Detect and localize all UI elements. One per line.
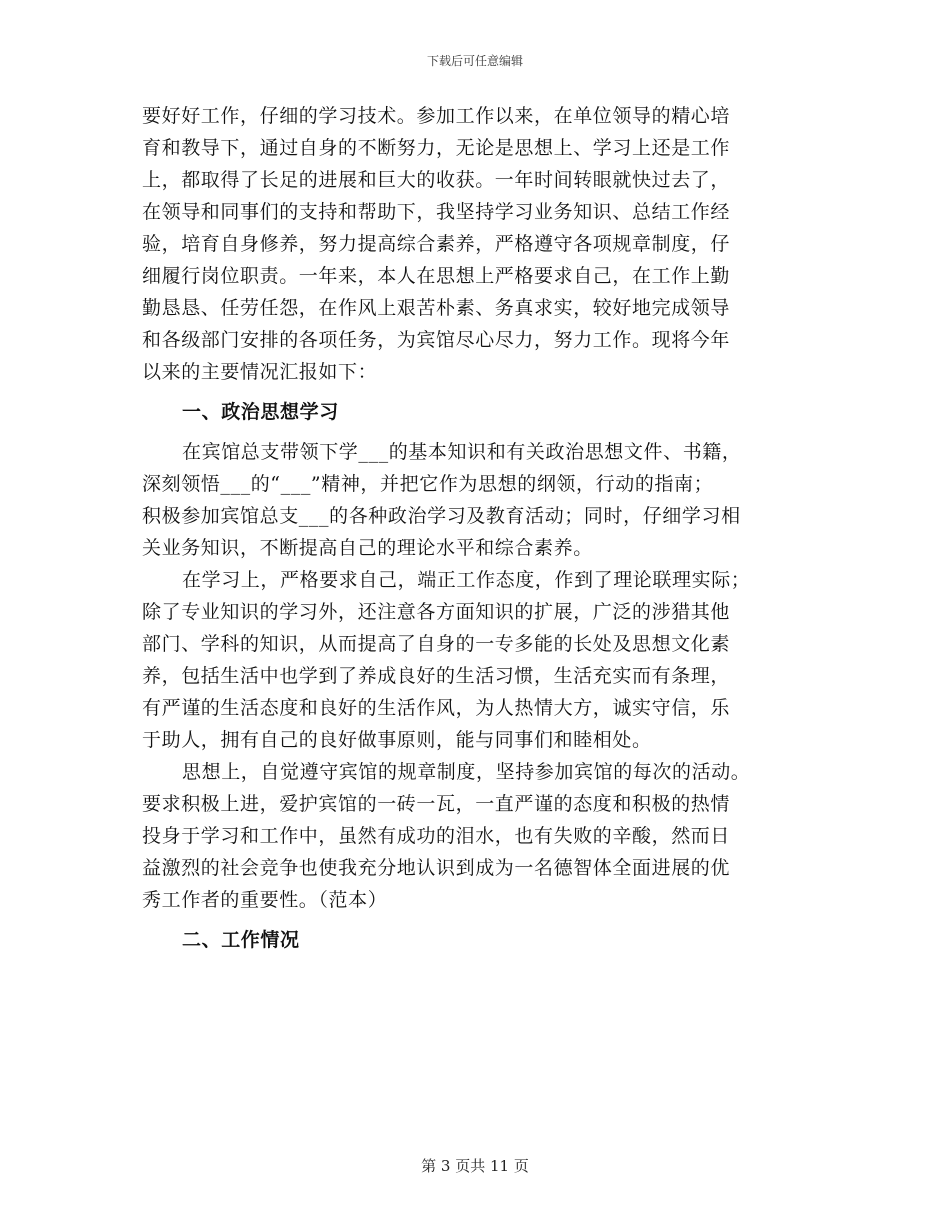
paragraph-thought: [142, 756, 812, 916]
text-line: 验，培育自身修养，努力提高综合素养，严格遵守各项规章制度，仔: [142, 233, 731, 255]
text-line: 以来的主要情况汇报如下：: [142, 361, 378, 383]
text-line: 积极参加宾馆总支___的各种政治学习及教育活动；同时，仔细学习相: [142, 505, 741, 527]
text-line: 深刻领悟___的“___”精神，并把它作为思想的纲领，行动的指南；: [142, 473, 714, 495]
text-line: 思想上，自觉遵守宾馆的规章制度，坚持参加宾馆的每次的活动。: [182, 761, 751, 783]
text-line: 益激烈的社会竞争也使我充分地认识到成为一名德智体全面进展的优: [142, 857, 731, 879]
text-line: 秀工作者的重要性。（范本）: [142, 889, 388, 911]
section-heading-political-study: 一、政治思想学习: [182, 401, 339, 423]
text-line: 在领导和同事们的支持和帮助下，我坚持学习业务知识、总结工作经: [142, 201, 731, 223]
paragraph-intro: [142, 100, 812, 388]
page-header-note: 下载后可任意编辑: [426, 54, 523, 68]
text-line: 上，都取得了长足的进展和巨大的收获。一年时间转眼就快过去了，: [142, 169, 731, 191]
text-line: 在学习上，严格要求自己，端正工作态度，作到了理论联理实际；: [182, 569, 751, 591]
document-body: [142, 100, 812, 956]
section-heading-work-situation: 二、工作情况: [182, 929, 300, 951]
text-line: 育和教导下，通过自身的不断努力，无论是思想上、学习上还是工作: [142, 137, 731, 159]
text-line: 除了专业知识的学习外，还注意各方面知识的扩展，广泛的涉猎其他: [142, 601, 731, 623]
page-number: 第 3 页共 11 页: [421, 1157, 529, 1175]
text-line: 投身于学习和工作中，虽然有成功的泪水，也有失败的辛酸，然而日: [142, 825, 731, 847]
text-line: 勤恳恳、任劳任怨，在作风上艰苦朴素、务真求实，较好地完成领导: [142, 297, 731, 319]
text-line: 和各级部门安排的各项任务，为宾馆尽心尽力，努力工作。现将今年: [142, 329, 731, 351]
text-line: 要好好工作，仔细的学习技术。参加工作以来，在单位领导的精心培: [142, 105, 731, 127]
text-line: 于助人，拥有自己的良好做事原则，能与同事们和睦相处。: [142, 729, 652, 751]
text-line: 在宾馆总支带领下学___的基本知识和有关政治思想文件、书籍，: [182, 441, 742, 463]
text-line: 细履行岗位职责。一年来，本人在思想上严格要求自己，在工作上勤: [142, 265, 731, 287]
text-line: 有严谨的生活态度和良好的生活作风，为人热情大方，诚实守信，乐: [142, 697, 731, 719]
paragraph-learning: [142, 564, 812, 756]
text-line: 关业务知识，不断提高自己的理论水平和综合素养。: [142, 537, 593, 559]
text-line: 要求积极上进，爱护宾馆的一砖一瓦，一直严谨的态度和积极的热情: [142, 793, 731, 815]
text-line: 部门、学科的知识，从而提高了自身的一专多能的长处及思想文化素: [142, 633, 731, 655]
text-line: 养，包括生活中也学到了养成良好的生活习惯，生活充实而有条理，: [142, 665, 731, 687]
paragraph-political-study: [142, 436, 812, 564]
